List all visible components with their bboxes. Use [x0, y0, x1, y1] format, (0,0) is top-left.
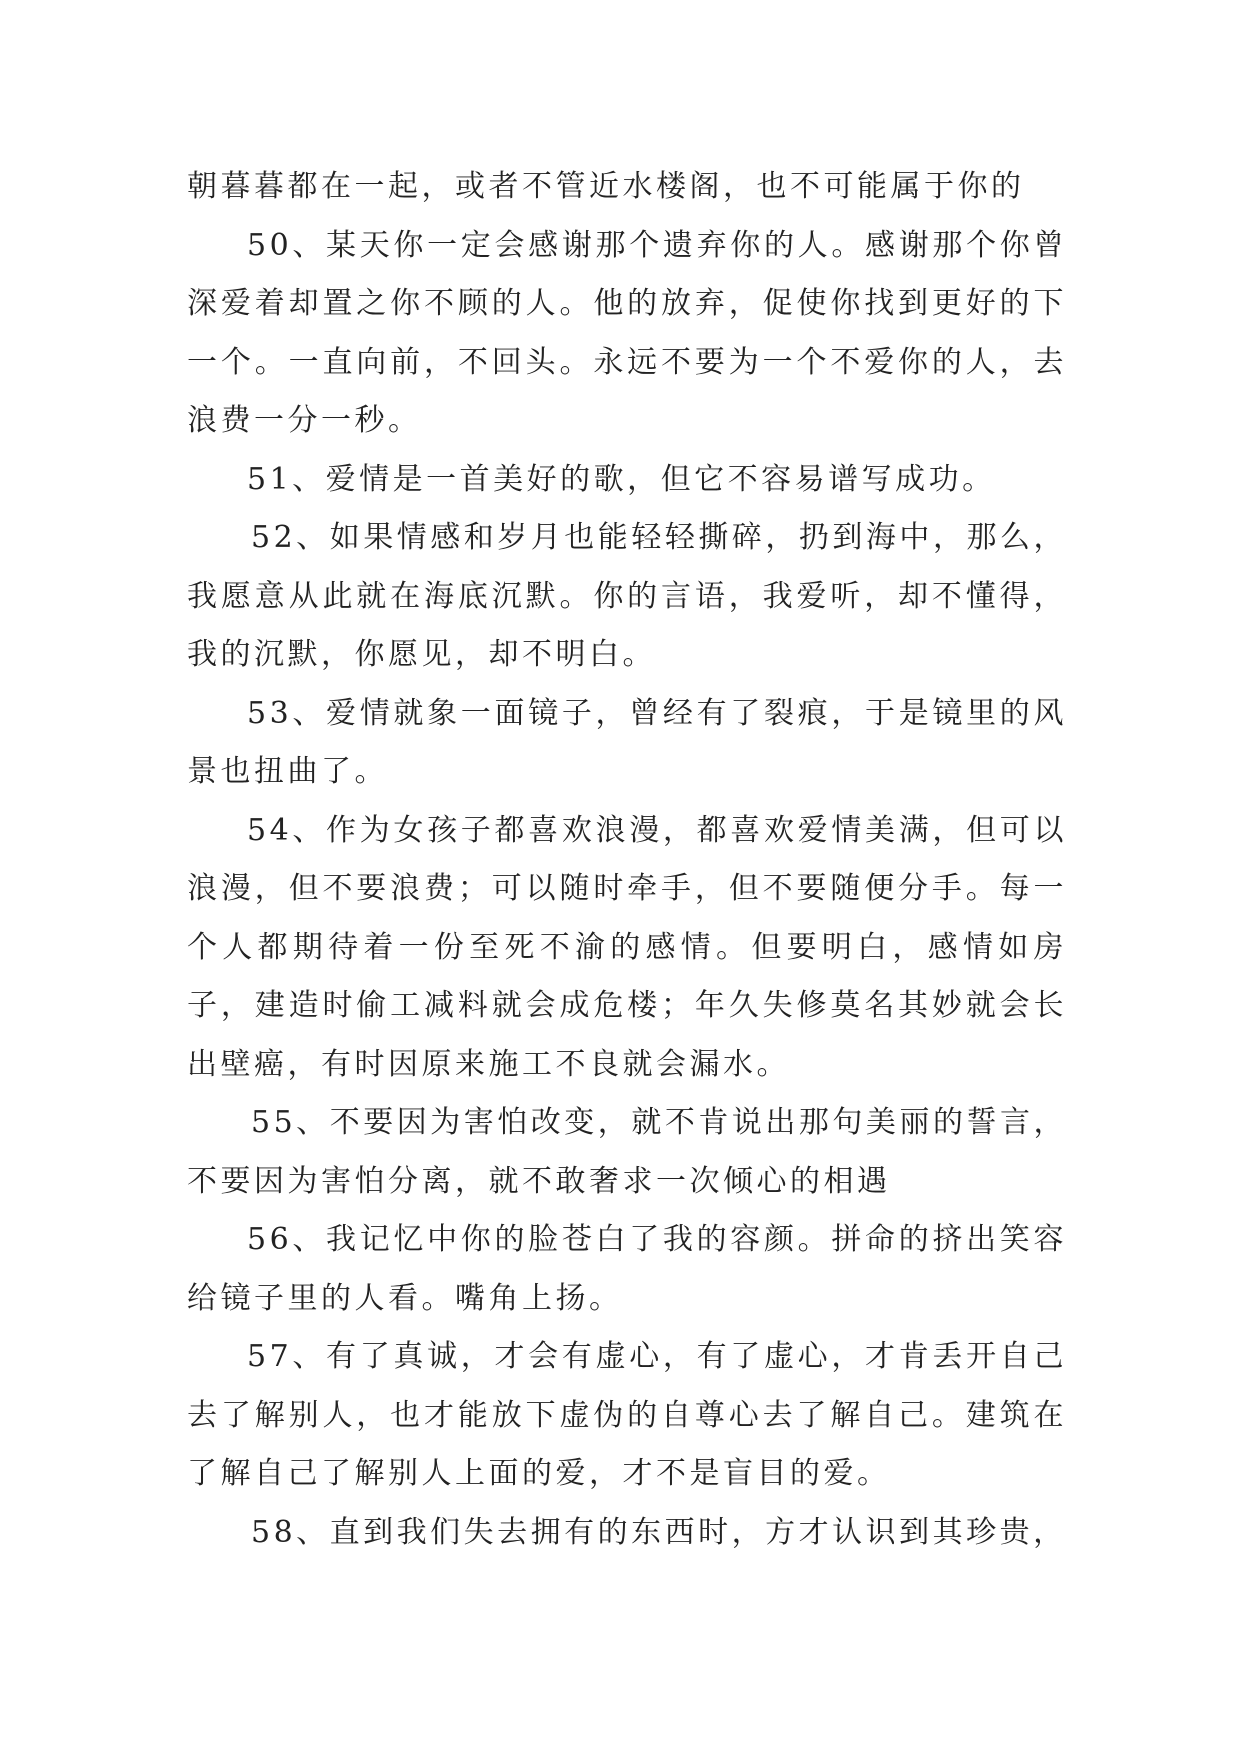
paragraph-52: 52、如果情感和岁月也能轻轻撕碎，扔到海中，那么，我愿意从此就在海底沉默。你的言语，我爱听，却不懂得，我的沉默，你愿见，却不明白。: [187, 520, 1067, 672]
paragraph-49-continuation: 朝暮暮都在一起，或者不管近水楼阁，也不可能属于你的: [187, 169, 1025, 204]
paragraph-56: 56、我记忆中你的脸苍白了我的容颜。拼命的挤出笑容给镜子里的人看。嘴角上扬。: [187, 1222, 1067, 1316]
document-body: [187, 158, 1067, 1562]
paragraph-50: 50、某天你一定会感谢那个遗弃你的人。感谢那个你曾深爱着却置之你不顾的人。他的放弃，促使你找到更好的下一个。一直向前，不回头。永远不要为一个不爱你的人，去浪费一分一秒。: [187, 227, 1067, 438]
paragraph-53: 53、爱情就象一面镜子，曾经有了裂痕，于是镜里的风景也扭曲了。: [187, 695, 1067, 789]
paragraph-54: 54、作为女孩子都喜欢浪漫，都喜欢爱情美满，但可以浪漫，但不要浪费；可以随时牵手，但不要随便分手。每一个人都期待着一份至死不渝的感情。但要明白，感情如房子，建造时偷工减料就会成危楼；年久失修莫名其妙就会长出壁癌，有时因原来施工不良就会漏水。: [187, 812, 1067, 1082]
paragraph-51: 51、爱情是一首美好的歌，但它不容易谱写成功。: [247, 461, 996, 497]
paragraph-55: 55、不要因为害怕改变，就不肯说出那句美丽的誓言，不要因为害怕分离，就不敢奢求一次倾心的相遇: [187, 1105, 1067, 1199]
paragraph-58-start: 58、直到我们失去拥有的东西时，方才认识到其珍贵，: [251, 1514, 1067, 1550]
paragraph-57: 57、有了真诚，才会有虚心，有了虚心，才肯丢开自己去了解别人，也才能放下虚伪的自尊心去了解自己。建筑在了解自己了解别人上面的爱，才不是盲目的爱。: [187, 1339, 1067, 1491]
